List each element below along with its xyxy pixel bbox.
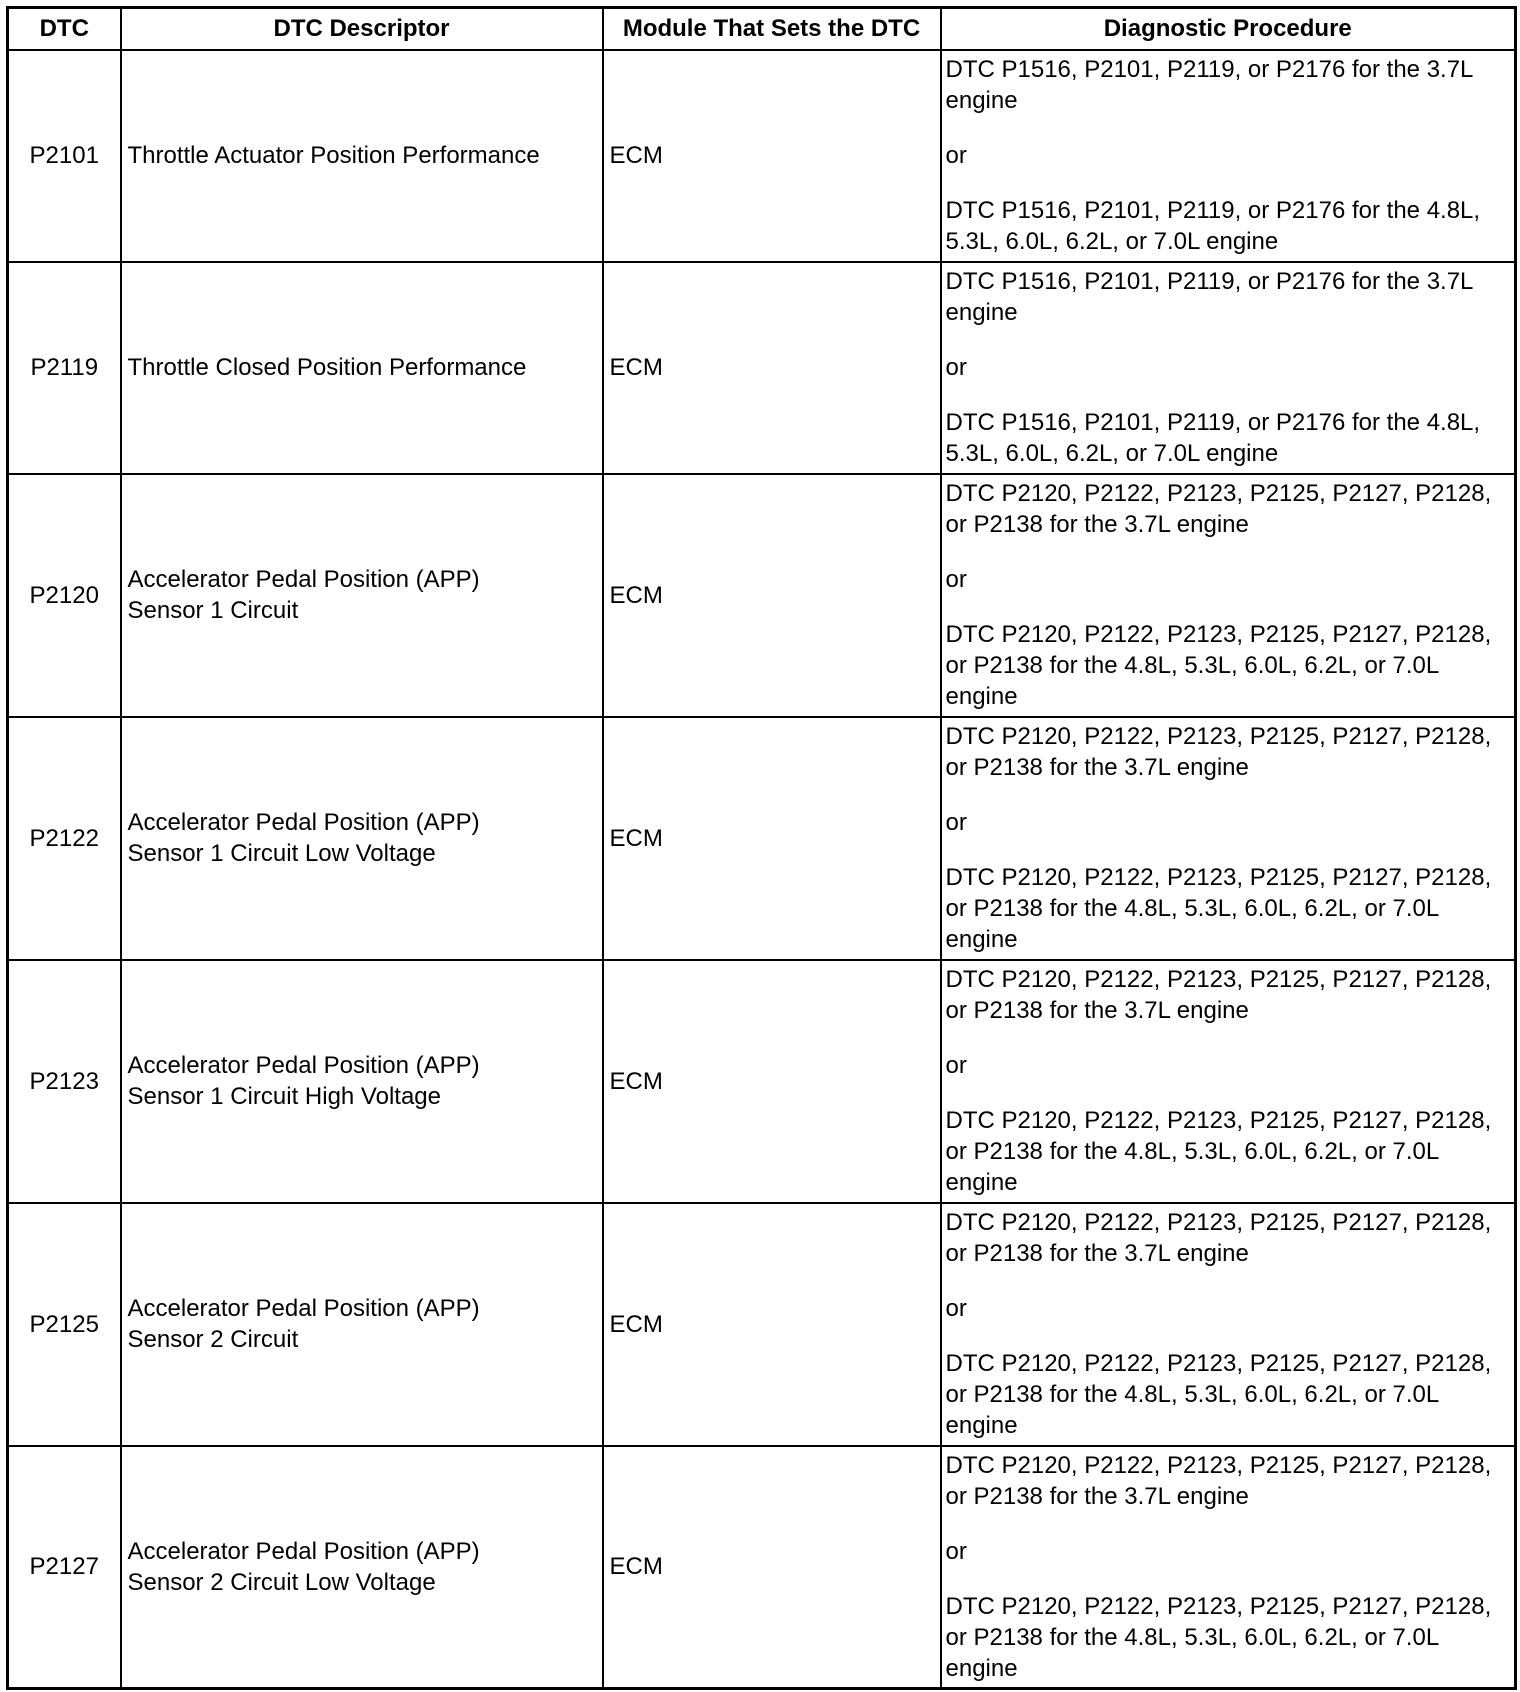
procedure-link-secondary[interactable]: DTC P1516, P2101, P2119, or P2176 for the 4.8L, 5.3L, 6.0L, 6.2L, or 7.0L engine: [945, 197, 1481, 255]
descriptor-line: Accelerator Pedal Position (APP): [127, 566, 480, 593]
procedure-link-primary[interactable]: DTC P2120, P2122, P2123, P2125, P2127, P2128, or P2138 for the 3.7L engine: [945, 480, 1492, 538]
descriptor-line: Sensor 1 Circuit High Voltage: [127, 1083, 441, 1110]
table-row: [8, 717, 1516, 960]
dtc-descriptor: [121, 717, 603, 960]
procedure-link-secondary[interactable]: DTC P2120, P2122, P2123, P2125, P2127, P2128, or P2138 for the 4.8L, 5.3L, 6.0L, 6.2L, or 7.0L engine: [945, 864, 1492, 953]
procedure-link-secondary[interactable]: DTC P2120, P2122, P2123, P2125, P2127, P2128, or P2138 for the 4.8L, 5.3L, 6.0L, 6.2L, or 7.0L engine: [945, 621, 1492, 710]
dtc-descriptor: [121, 474, 603, 717]
module-cell: ECM: [603, 960, 941, 1203]
dtc-descriptor: [121, 50, 603, 262]
table-row: [8, 1446, 1516, 1689]
module-cell: ECM: [603, 717, 941, 960]
procedure-or: or: [945, 1052, 967, 1079]
header-procedure: Diagnostic Procedure: [941, 8, 1516, 50]
dtc-code: P2125: [8, 1203, 121, 1446]
descriptor-line: Accelerator Pedal Position (APP): [127, 1537, 480, 1565]
dtc-table: [6, 6, 1517, 1690]
descriptor-line: Accelerator Pedal Position (APP): [127, 809, 480, 836]
procedure-or: or: [945, 809, 967, 836]
table-row: [8, 262, 1516, 474]
table-header: [8, 8, 1516, 50]
module-cell: ECM: [603, 1446, 941, 1689]
procedure-cell: [941, 960, 1516, 1203]
procedure-link-primary[interactable]: DTC P1516, P2101, P2119, or P2176 for the 3.7L engine: [945, 56, 1473, 114]
procedure-cell: [941, 1446, 1516, 1689]
procedure-link-secondary[interactable]: DTC P2120, P2122, P2123, P2125, P2127, P2128, or P2138 for the 4.8L, 5.3L, 6.0L, 6.2L, or 7.0L engine: [945, 1107, 1492, 1196]
dtc-code: P2123: [8, 960, 121, 1203]
module-cell: ECM: [603, 50, 941, 262]
dtc-descriptor: [121, 1446, 603, 1689]
dtc-descriptor: [121, 960, 603, 1203]
procedure-link-primary[interactable]: DTC P2120, P2122, P2123, P2125, P2127, P2128, or P2138 for the 3.7L engine: [945, 1451, 1492, 1510]
header-row: [8, 8, 1516, 50]
table-row: [8, 1203, 1516, 1446]
dtc-code: P2101: [8, 50, 121, 262]
procedure-link-primary[interactable]: DTC P2120, P2122, P2123, P2125, P2127, P2128, or P2138 for the 3.7L engine: [945, 723, 1492, 781]
header-module: Module That Sets the DTC: [603, 8, 941, 50]
descriptor-line: Sensor 2 Circuit: [127, 1326, 299, 1353]
dtc-code: P2119: [8, 262, 121, 474]
procedure-cell: [941, 1203, 1516, 1446]
procedure-link-primary[interactable]: DTC P2120, P2122, P2123, P2125, P2127, P2128, or P2138 for the 3.7L engine: [945, 1209, 1492, 1267]
procedure-cell: [941, 474, 1516, 717]
procedure-link-primary[interactable]: DTC P2120, P2122, P2123, P2125, P2127, P2128, or P2138 for the 3.7L engine: [945, 966, 1492, 1024]
table-row: [8, 960, 1516, 1203]
descriptor-line: Sensor 2 Circuit Low Voltage: [127, 1568, 436, 1596]
procedure-or: or: [945, 1295, 967, 1322]
procedure-or: or: [945, 566, 967, 593]
procedure-link-secondary[interactable]: DTC P2120, P2122, P2123, P2125, P2127, P2128, or P2138 for the 4.8L, 5.3L, 6.0L, 6.2L, or 7.0L engine: [945, 1350, 1492, 1439]
dtc-descriptor: [121, 262, 603, 474]
table-row: [8, 50, 1516, 262]
procedure-or: or: [945, 1537, 967, 1565]
dtc-code: P2127: [8, 1446, 121, 1689]
header-dtc: DTC: [8, 8, 121, 50]
table-row: [8, 474, 1516, 717]
table-body: [8, 50, 1516, 1689]
dtc-code: P2120: [8, 474, 121, 717]
procedure-or: or: [945, 142, 967, 169]
dtc-code: P2122: [8, 717, 121, 960]
header-descriptor: DTC Descriptor: [121, 8, 603, 50]
procedure-cell: [941, 717, 1516, 960]
procedure-or: or: [945, 354, 967, 381]
descriptor-line: Sensor 1 Circuit Low Voltage: [127, 840, 436, 867]
descriptor-line: Sensor 1 Circuit: [127, 597, 299, 624]
descriptor-line: Accelerator Pedal Position (APP): [127, 1295, 480, 1322]
descriptor-line: Throttle Actuator Position Performance: [127, 142, 540, 169]
procedure-cell: [941, 50, 1516, 262]
procedure-link-secondary[interactable]: DTC P2120, P2122, P2123, P2125, P2127, P2128, or P2138 for the 4.8L, 5.3L, 6.0L, 6.2L, or 7.0L engine: [945, 1592, 1492, 1682]
procedure-link-secondary[interactable]: DTC P1516, P2101, P2119, or P2176 for the 4.8L, 5.3L, 6.0L, 6.2L, or 7.0L engine: [945, 409, 1481, 467]
module-cell: ECM: [603, 474, 941, 717]
procedure-cell: [941, 262, 1516, 474]
descriptor-line: Accelerator Pedal Position (APP): [127, 1052, 480, 1079]
dtc-descriptor: [121, 1203, 603, 1446]
module-cell: ECM: [603, 262, 941, 474]
descriptor-line: Throttle Closed Position Performance: [127, 354, 527, 381]
procedure-link-primary[interactable]: DTC P1516, P2101, P2119, or P2176 for the 3.7L engine: [945, 268, 1473, 326]
module-cell: ECM: [603, 1203, 941, 1446]
